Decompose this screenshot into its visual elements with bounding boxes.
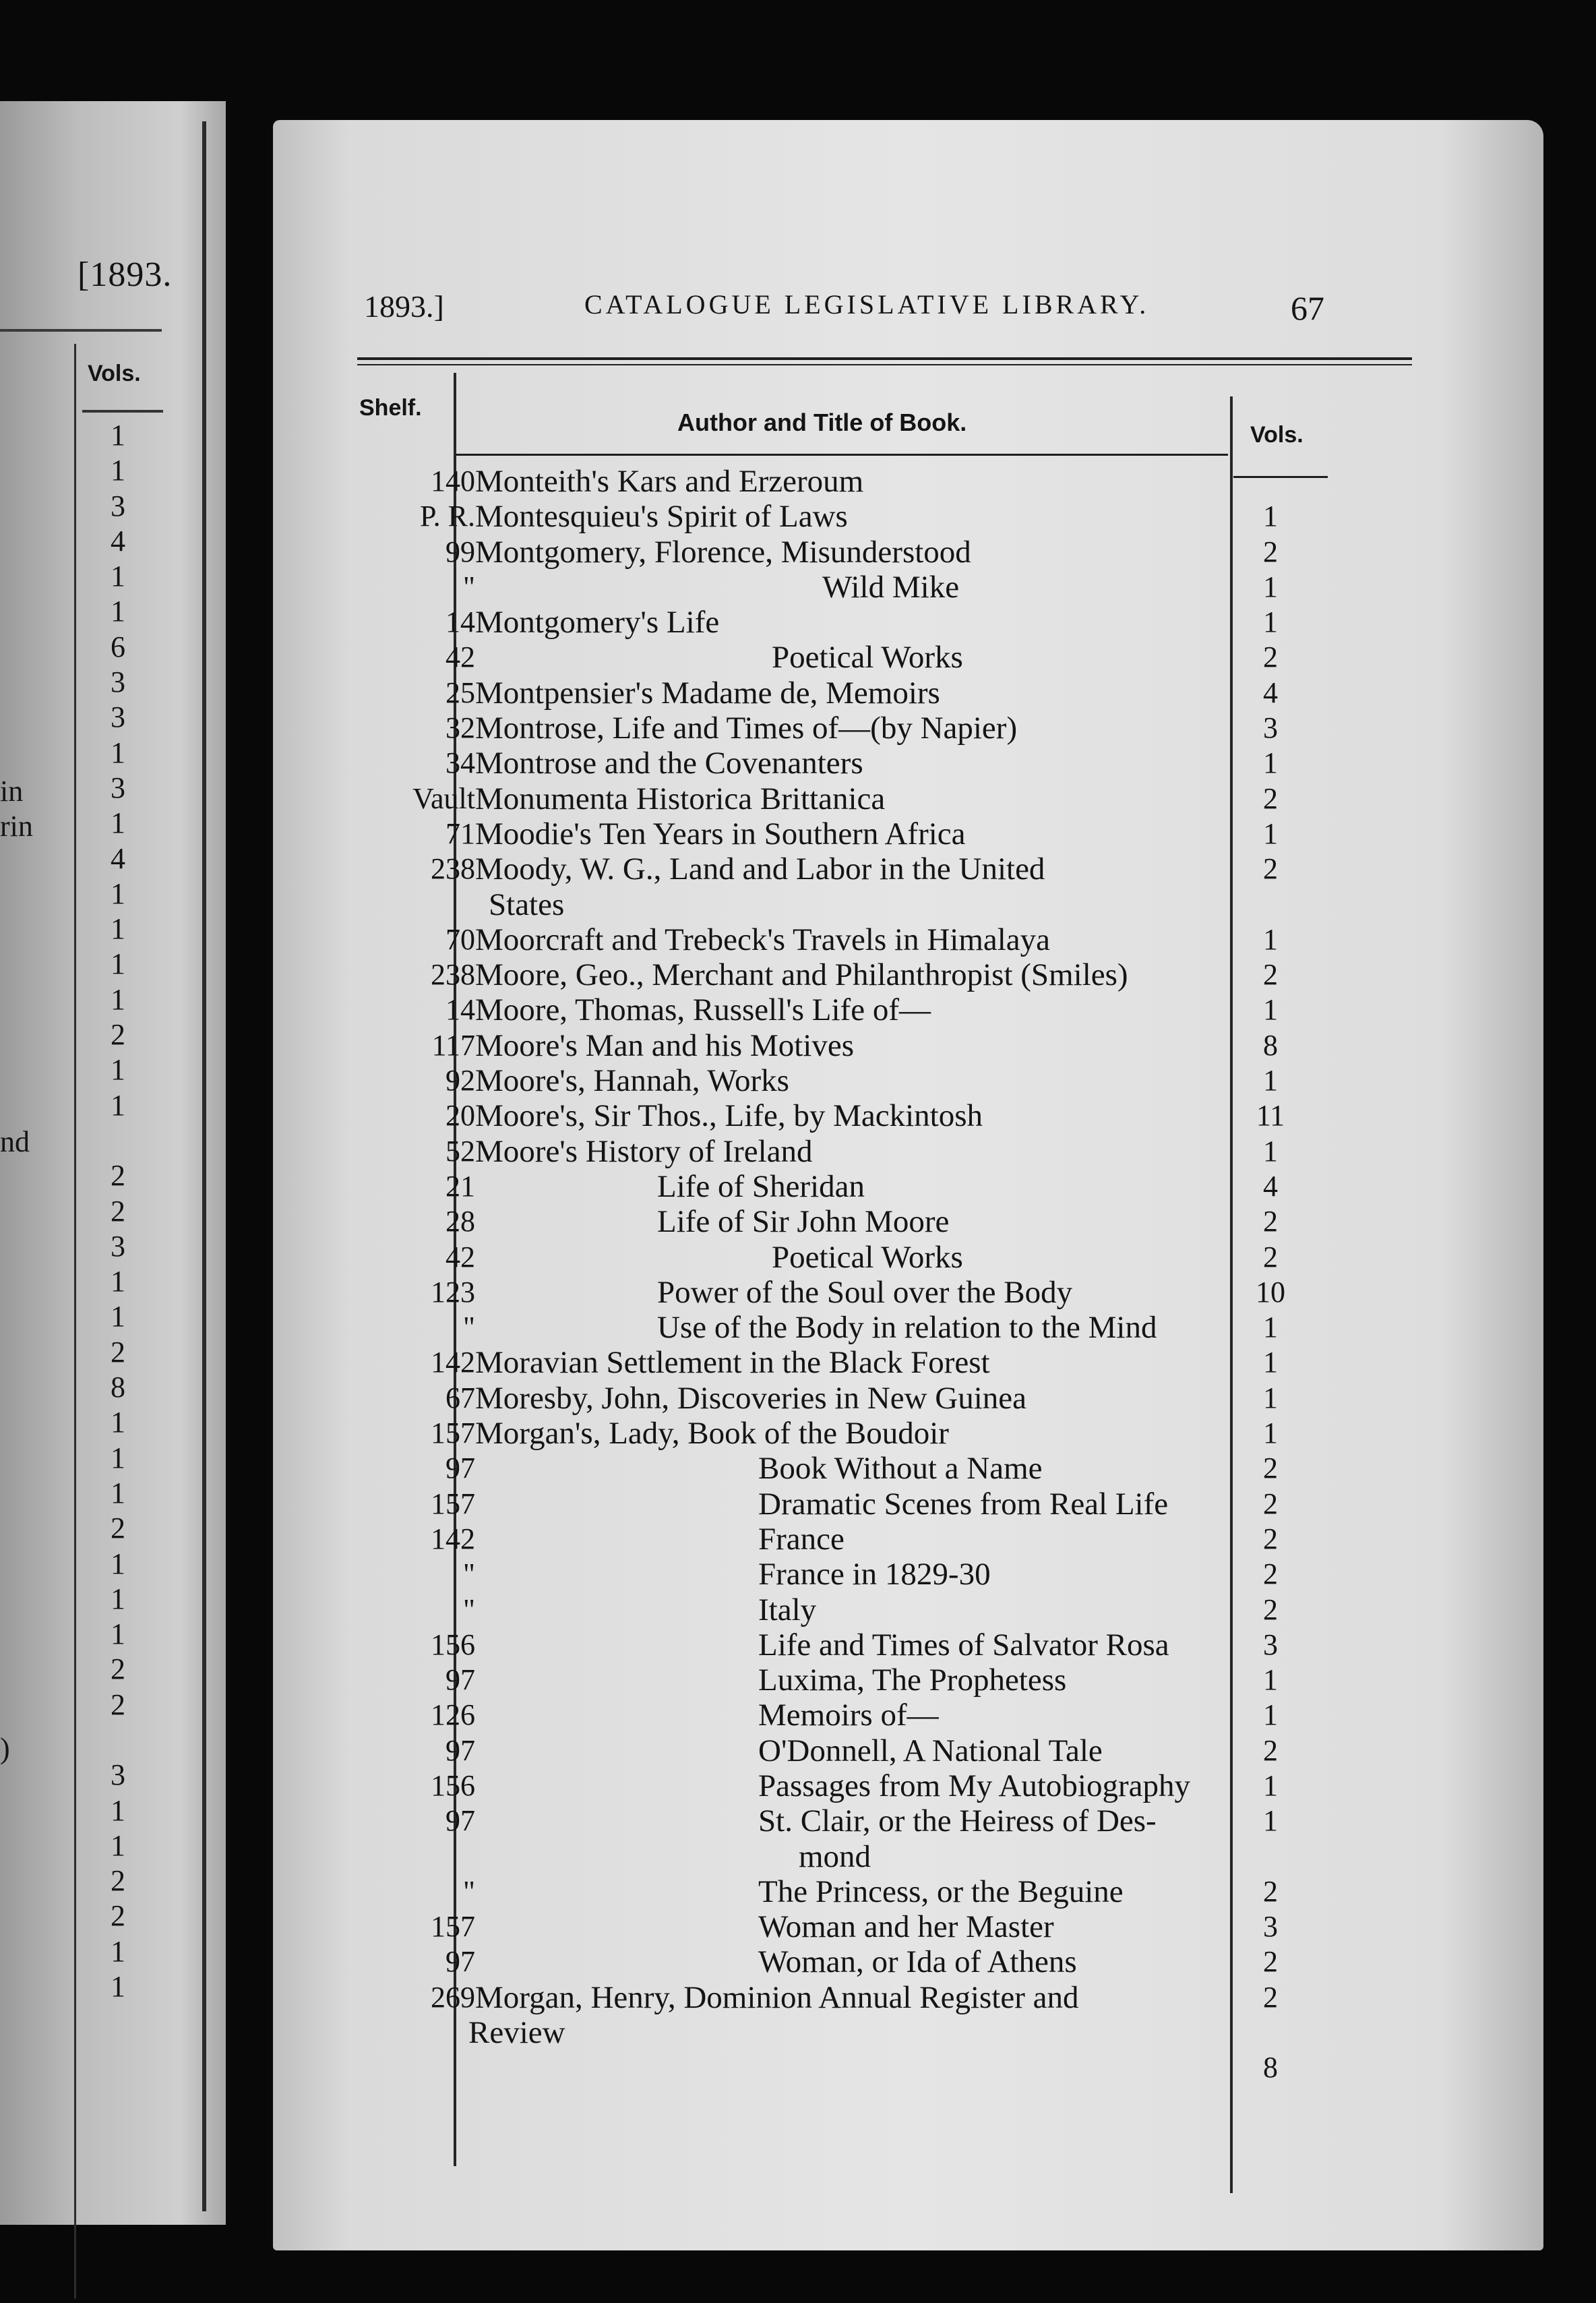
left-fragment: rin (0, 810, 33, 843)
vols-column-header: Vols. (1250, 422, 1303, 448)
shelf-mark: 238 (431, 852, 475, 886)
volume-count: 1 (1263, 993, 1278, 1027)
book-title: Life of Sir John Moore (657, 1204, 950, 1240)
left-page-vols-column (81, 418, 155, 2004)
catalogue-entry (273, 1310, 1543, 1345)
book-title: Montgomery, Florence, Misunderstood (475, 534, 971, 570)
volume-count: 2 (1263, 1592, 1278, 1626)
shelf-mark: 157 (431, 1910, 475, 1944)
catalogue-entry (273, 1733, 1543, 1768)
shelf-mark: 52 (446, 1134, 475, 1168)
catalogue-entry (273, 1169, 1543, 1204)
volume-count: 1 (1263, 1768, 1278, 1802)
left-vols-value: 3 (111, 771, 125, 804)
catalogue-entry (273, 1098, 1543, 1133)
left-vols-value: 1 (111, 1476, 125, 1509)
shelf-mark: 123 (431, 1275, 475, 1309)
catalogue-entry (273, 1839, 1543, 1874)
book-title: Morgan's, Lady, Book of the Boudoir (475, 1416, 949, 1452)
book-title: Use of the Body in relation to the Mind (657, 1310, 1157, 1346)
catalogue-entry (273, 570, 1543, 605)
volume-count: 10 (1256, 1275, 1285, 1309)
left-vols-value: 1 (111, 1793, 125, 1827)
book-title: France (758, 1521, 845, 1557)
left-vols-value: 1 (111, 1582, 125, 1615)
volume-count: 4 (1263, 676, 1278, 709)
left-vols-value: 1 (111, 947, 125, 981)
volume-count: 2 (1263, 1205, 1278, 1238)
book-title: Moore's, Hannah, Works (475, 1063, 789, 1099)
book-title: Moore, Thomas, Russell's Life of— (475, 992, 931, 1028)
left-vols-value: 1 (111, 1547, 125, 1580)
catalogue-entry (273, 781, 1543, 816)
volume-count: 1 (1263, 570, 1278, 603)
volume-count: 2 (1263, 1980, 1278, 2014)
left-vols-value: 1 (111, 1441, 125, 1474)
volume-count: 1 (1263, 1134, 1278, 1168)
shelf-mark: 28 (446, 1205, 475, 1238)
catalogue-entry (273, 1063, 1543, 1098)
volume-count: 1 (1263, 1804, 1278, 1838)
book-title: The Princess, or the Beguine (758, 1874, 1124, 1909)
volume-count: 1 (1263, 1311, 1278, 1344)
catalogue-entry (273, 1134, 1543, 1169)
volume-count: 1 (1263, 1064, 1278, 1098)
header-page-number: 67 (1291, 289, 1324, 327)
shelf-mark: 97 (446, 1804, 475, 1838)
shelf-mark: 97 (446, 1945, 475, 1979)
shelf-mark: 92 (446, 1064, 475, 1098)
left-vols-value: 1 (111, 1828, 125, 1862)
volume-count: 1 (1263, 816, 1278, 850)
left-vols-value: 1 (111, 595, 125, 628)
catalogue-entry (273, 499, 1543, 534)
book-title: Book Without a Name (758, 1451, 1043, 1487)
left-vols-value: 1 (111, 1088, 125, 1122)
book-title: States (489, 887, 565, 922)
catalogue-entry (273, 1592, 1543, 1627)
shelf-mark: 42 (446, 1240, 475, 1274)
shelf-mark: 71 (446, 816, 475, 850)
book-title: Life of Sheridan (657, 1168, 865, 1204)
shelf-mark: 14 (446, 605, 475, 639)
catalogue-entry (273, 676, 1543, 711)
volume-count: 1 (1263, 1346, 1278, 1379)
left-vols-value: 1 (111, 1300, 125, 1334)
left-fragment: ) (0, 1732, 10, 1765)
volume-count: 8 (1263, 2051, 1278, 2085)
left-vols-value: 6 (111, 630, 125, 663)
volume-count: 1 (1263, 1381, 1278, 1414)
catalogue-entry (273, 1557, 1543, 1592)
catalogue-entry (273, 1451, 1543, 1486)
catalogue-entry (273, 851, 1543, 887)
gutter-shadow (202, 121, 206, 2211)
shelf-mark: " (463, 1592, 475, 1626)
volume-count: 11 (1256, 1099, 1285, 1133)
volume-count: 2 (1263, 852, 1278, 886)
left-page-vols-rule (82, 410, 163, 413)
book-title: Power of the Soul over the Body (657, 1274, 1073, 1310)
catalogue-entry (273, 1909, 1543, 1944)
book-title: Montesquieu's Spirit of Laws (475, 499, 848, 535)
catalogue-entry (273, 957, 1543, 992)
catalogue-entry (273, 1275, 1543, 1310)
shelf-mark: 67 (446, 1381, 475, 1414)
catalogue-entry (273, 640, 1543, 675)
book-title: Moresby, John, Discoveries in New Guinea (475, 1380, 1026, 1416)
left-vols-value: 2 (111, 1512, 125, 1545)
left-vols-value: 3 (111, 700, 125, 734)
book-title: St. Clair, or the Heiress of Des- (758, 1803, 1157, 1839)
left-page-column-divider (74, 344, 76, 2299)
volume-count: 1 (1263, 605, 1278, 639)
book-title: Morgan, Henry, Dominion Annual Register and (475, 1979, 1079, 2015)
shelf-mark: 97 (446, 1663, 475, 1697)
volume-count: 2 (1263, 1240, 1278, 1274)
left-vols-value: 8 (111, 1371, 125, 1404)
book-title: Monumenta Historica Brittanica (475, 781, 886, 816)
left-vols-value: 3 (111, 1758, 125, 1792)
left-vols-value: 2 (111, 1194, 125, 1228)
shelf-mark: 142 (431, 1346, 475, 1379)
shelf-mark: 140 (431, 465, 475, 498)
volume-count: 1 (1263, 500, 1278, 533)
catalogue-entry (273, 1416, 1543, 1451)
shelf-mark: " (463, 1311, 475, 1344)
left-vols-value: 1 (111, 876, 125, 910)
book-title: Memoirs of— (758, 1698, 939, 1733)
header-rule-bottom (357, 364, 1412, 365)
book-title: Moody, W. G., Land and Labor in the United (475, 851, 1045, 887)
left-vols-value: 1 (111, 560, 125, 593)
book-title: Montrose, Life and Times of—(by Napier) (475, 711, 1018, 746)
left-vols-value: 1 (111, 736, 125, 769)
volume-count: 2 (1263, 958, 1278, 992)
shelf-mark: P. R. (420, 500, 475, 533)
volume-count: 1 (1263, 922, 1278, 956)
book-title: Italy (758, 1592, 817, 1627)
shelf-mark: 97 (446, 1452, 475, 1485)
volume-count: 2 (1263, 1487, 1278, 1520)
shelf-mark: " (463, 1557, 475, 1591)
catalogue-entry (273, 1698, 1543, 1733)
left-vols-value: 1 (111, 1406, 125, 1439)
shelf-mark: 25 (446, 676, 475, 709)
catalogue-entry (273, 605, 1543, 640)
header-year: 1893.] (364, 289, 444, 324)
shelf-mark: " (463, 1874, 475, 1908)
book-title: Wild Mike (822, 569, 960, 605)
book-title: Dramatic Scenes from Real Life (758, 1486, 1169, 1522)
shelf-mark: 42 (446, 640, 475, 674)
book-title: Passages from My Autobiography (758, 1768, 1190, 1803)
catalogue-entry (273, 2015, 1543, 2050)
shelf-mark: 99 (446, 535, 475, 568)
catalogue-entry (273, 1663, 1543, 1698)
volume-count: 2 (1263, 781, 1278, 815)
book-title: Moore, Geo., Merchant and Philanthropist (Smiles) (475, 957, 1128, 993)
volume-count: 1 (1263, 1416, 1278, 1450)
volume-count: 2 (1263, 1874, 1278, 1908)
left-vols-value: 4 (111, 524, 125, 558)
left-vols-value: 3 (111, 489, 125, 522)
book-title: Woman and her Master (758, 1909, 1054, 1945)
book-title: Moodie's Ten Years in Southern Africa (475, 816, 966, 851)
catalogue-entry (273, 922, 1543, 957)
shelf-column-header: Shelf. (359, 395, 422, 421)
header-title: CATALOGUE LEGISLATIVE LIBRARY. (584, 289, 1150, 320)
shelf-mark: 156 (431, 1768, 475, 1802)
volume-count: 3 (1263, 711, 1278, 745)
volume-count: 2 (1263, 1557, 1278, 1591)
catalogue-entry (273, 1240, 1543, 1275)
shelf-mark: 156 (431, 1627, 475, 1661)
catalogue-entry (273, 1980, 1543, 2015)
book-title: Montgomery's Life (475, 605, 720, 640)
volume-count: 1 (1263, 1663, 1278, 1697)
book-title: Moorcraft and Trebeck's Travels in Himalaya (475, 922, 1051, 957)
shelf-mark: 21 (446, 1169, 475, 1203)
catalogue-entry (273, 1627, 1543, 1663)
left-vols-value: 1 (111, 1617, 125, 1651)
left-page-vols-header: Vols. (88, 361, 141, 386)
catalogue-entry (273, 816, 1543, 851)
shelf-mark: 269 (431, 1980, 475, 2014)
left-vols-value: 2 (111, 1687, 125, 1721)
shelf-mark: 32 (446, 711, 475, 745)
left-vols-value: 2 (111, 1018, 125, 1052)
left-vols-value: 2 (111, 1864, 125, 1898)
book-title: Moravian Settlement in the Black Forest (475, 1345, 990, 1381)
volume-count: 2 (1263, 535, 1278, 568)
catalogue-entries (273, 464, 1543, 2086)
volume-count: 4 (1263, 1169, 1278, 1203)
catalogue-page (273, 120, 1543, 2250)
left-vols-value: 1 (111, 1970, 125, 2004)
volume-count: 2 (1263, 1452, 1278, 1485)
left-vols-value: 1 (111, 982, 125, 1016)
volume-count: 2 (1263, 1522, 1278, 1555)
volume-count: 8 (1263, 1028, 1278, 1062)
left-vols-value: 1 (111, 1265, 125, 1298)
shelf-mark: 157 (431, 1487, 475, 1520)
volume-count: 2 (1263, 1733, 1278, 1767)
catalogue-entry (273, 1944, 1543, 1979)
book-title: Life and Times of Salvator Rosa (758, 1627, 1169, 1663)
catalogue-entry (273, 535, 1543, 570)
author-title-column-header: Author and Title of Book. (677, 409, 967, 436)
catalogue-entry (273, 1487, 1543, 1522)
left-vols-value: 1 (111, 912, 125, 946)
book-title: France in 1829-30 (758, 1557, 991, 1592)
shelf-mark: 97 (446, 1733, 475, 1767)
shelf-mark: 34 (446, 746, 475, 780)
left-page-year: [1893. (78, 256, 173, 294)
catalogue-entry (273, 1522, 1543, 1557)
catalogue-entry (273, 711, 1543, 746)
shelf-mark: 117 (431, 1028, 475, 1062)
shelf-mark: 126 (431, 1698, 475, 1732)
left-vols-value: 1 (111, 419, 125, 452)
left-vols-value: 1 (111, 806, 125, 840)
volume-count: 2 (1263, 1945, 1278, 1979)
left-vols-value: 1 (111, 1053, 125, 1087)
book-title: Moore's History of Ireland (475, 1133, 813, 1169)
left-vols-value: 3 (111, 1229, 125, 1263)
left-fragment: nd (0, 1125, 30, 1158)
catalogue-entry (273, 1028, 1543, 1063)
shelf-mark: " (463, 570, 475, 603)
shelf-mark: 70 (446, 922, 475, 956)
catalogue-entry (273, 1874, 1543, 1909)
left-vols-value (81, 1723, 155, 1758)
catalogue-entry (273, 992, 1543, 1027)
left-vols-value: 3 (111, 665, 125, 699)
book-title: Poetical Works (772, 640, 963, 676)
book-title: Monteith's Kars and Erzeroum (475, 464, 864, 499)
left-page-rule (0, 329, 162, 332)
book-title: Montpensier's Madame de, Memoirs (475, 675, 940, 711)
shelf-mark: 238 (431, 958, 475, 992)
shelf-mark: Vault (412, 781, 475, 815)
left-vols-value: 2 (111, 1335, 125, 1369)
left-vols-value: 2 (111, 1652, 125, 1686)
volume-count: 3 (1263, 1910, 1278, 1944)
book-title: mond (799, 1838, 871, 1874)
catalogue-entry (273, 887, 1543, 922)
column-header-rule (456, 454, 1228, 456)
book-title: Moore's, Sir Thos., Life, by Mackintosh (475, 1098, 983, 1134)
catalogue-entry (273, 746, 1543, 781)
shelf-mark: 142 (431, 1522, 475, 1555)
catalogue-entry (273, 1803, 1543, 1838)
shelf-mark: 20 (446, 1099, 475, 1133)
catalogue-entry (273, 2050, 1543, 2085)
volume-count: 3 (1263, 1627, 1278, 1661)
book-title: Poetical Works (772, 1239, 963, 1275)
shelf-mark: 157 (431, 1416, 475, 1450)
shelf-mark: 14 (446, 993, 475, 1027)
book-title: O'Donnell, A National Tale (758, 1733, 1103, 1768)
book-title: Luxima, The Prophetess (758, 1663, 1067, 1698)
left-vols-value: 2 (111, 1159, 125, 1193)
book-title: Woman, or Ida of Athens (758, 1944, 1077, 1980)
left-vols-value: 1 (111, 1934, 125, 1968)
left-vols-value (81, 1123, 155, 1158)
volume-count: 1 (1263, 1698, 1278, 1732)
volume-count: 2 (1263, 640, 1278, 674)
left-vols-value: 2 (111, 1899, 125, 1933)
catalogue-entry (273, 1345, 1543, 1380)
catalogue-entry (273, 464, 1543, 499)
book-title: Review (468, 2015, 565, 2051)
book-title: Moore's Man and his Motives (475, 1027, 854, 1063)
left-fragment: in (0, 775, 24, 808)
catalogue-entry (273, 1381, 1543, 1416)
catalogue-entry (273, 1204, 1543, 1239)
left-vols-value: 4 (111, 841, 125, 875)
book-title: Montrose and the Covenanters (475, 746, 863, 781)
catalogue-entry (273, 1768, 1543, 1803)
volume-count: 1 (1263, 746, 1278, 780)
left-vols-value: 1 (111, 454, 125, 487)
header-rule-top (357, 357, 1412, 360)
